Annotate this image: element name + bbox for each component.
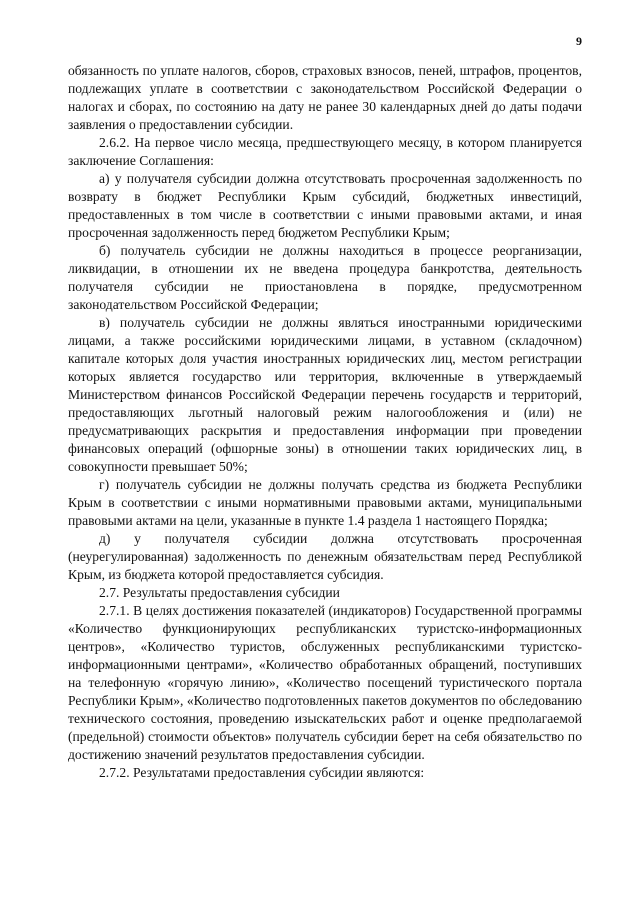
paragraph-2-7-2: 2.7.2. Результатами предоставления субсидии являются: <box>99 765 425 780</box>
page-number: 9 <box>576 34 582 48</box>
paragraph-item-a: а) у получателя субсидии должна отсутствовать просроченная задолженность по возврату в бюджет Республики Крым субсидий, бюджетных инвестиций, предоставленных в том числе в соответствии с иными правовыми актами, и иная просроченная задолженность перед бюджетом Республики Крым; <box>68 171 582 240</box>
section-heading-2-7: 2.7. Результаты предоставления субсидии <box>99 585 340 600</box>
paragraph-continuation: обязанность по уплате налогов, сборов, страховых взносов, пеней, штрафов, процентов, подлежащих уплате в соответствии с законодательством Российской Федерации о налогах и сборах, по состоянию на дату не ранее 30 календарных дней до даты подачи заявления о предоставлении субсидии. <box>68 63 582 132</box>
paragraph-item-g: г) получатель субсидии не должны получать средства из бюджета Республики Крым в соответствии с иными нормативными правовыми актами, муниципальными правовыми актами на цели, указанные в пункте 1.4 раздела 1 настоящего Порядка; <box>68 477 582 528</box>
paragraph-item-v: в) получатель субсидии не должны являться иностранными юридическими лицами, а также российскими юридическими лицами, в уставном (складочном) капитале которых доля участия иностранных юридических лиц, местом регистрации которых является государство или территория, включенные в утверждаемый Министерством финансов Российской Федерации перечень государств и территорий, предоставляющих льготный налоговый режим налогообложения и (или) не предусматривающих раскрытия и предоставления информации при проведении финансовых операций (офшорные зоны) в отношении таких юридических лиц, в совокупности превышает 50%; <box>68 315 582 474</box>
paragraph-item-d: д) у получателя субсидии должна отсутствовать просроченная (неурегулированная) задолженность по денежным обязательствам перед Республикой Крым, из бюджета которой предоставляется субсидия. <box>68 531 582 582</box>
paragraph-item-b: б) получатель субсидии не должны находиться в процессе реорганизации, ликвидации, в отношении их не введена процедура банкротства, деятельность получателя субсидии не приостановлена в порядке, предусмотренном законодательством Российской Федерации; <box>68 243 582 312</box>
document-body <box>68 62 582 782</box>
paragraph-2-7-1: 2.7.1. В целях достижения показателей (индикаторов) Государственной программы «Количество функционирующих республиканских туристско-информационных центров», «Количество туристов, обслуженных республиканскими туристско-информационными центрами», «Количество обработанных обращений, поступивших на телефонную «горячую линию», «Количество посещений туристического портала Республики Крым», «Количество подготовленных пакетов документов по обследованию технического состояния, проведению изыскательских работ и оценке предполагаемой (предельной) стоимости объектов» получатель субсидии берет на себя обязательство по достижению значений результатов предоставления субсидии. <box>68 603 582 762</box>
paragraph-2-6-2: 2.6.2. На первое число месяца, предшествующего месяцу, в котором планируется заключение Соглашения: <box>68 135 582 168</box>
